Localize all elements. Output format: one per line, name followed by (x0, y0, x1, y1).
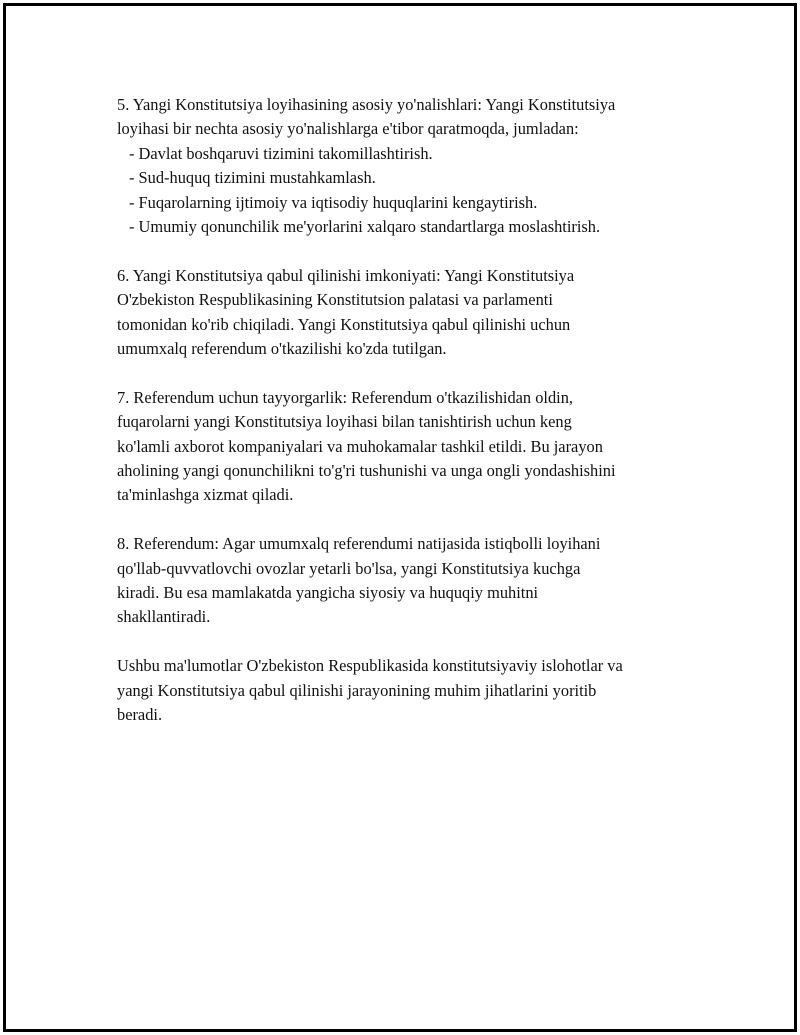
paragraph-line: aholining yangi qonunchilikni to'g'ri tushunishi va unga ongli yondashishini (117, 461, 616, 481)
section-8-paragraph (117, 532, 717, 630)
paragraph-line: O'zbekiston Respublikasining Konstitutsion palatasi va parlamenti (117, 290, 553, 310)
section-5-paragraph (117, 93, 717, 239)
list-item: - Davlat boshqaruvi tizimini takomillashtirish. (129, 143, 433, 163)
document-body (117, 93, 717, 752)
paragraph-line: yangi Konstitutsiya qabul qilinishi jarayonining muhim jihatlarini yoritib (117, 680, 597, 700)
paragraph-line: 8. Referendum: Agar umumxalq referendumi natijasida istiqbolli loyihani (117, 534, 601, 554)
paragraph-line: beradi. (117, 705, 163, 725)
paragraph-line: 5. Yangi Konstitutsiya loyihasining asosiy yo'nalishlari: Yangi Konstitutsiya (117, 95, 616, 114)
paragraph-line: fuqarolarni yangi Konstitutsiya loyihasi bilan tanishtirish uchun keng (117, 412, 572, 432)
paragraph-line: shakllantiradi. (117, 607, 211, 627)
conclusion-paragraph (117, 654, 717, 727)
paragraph-line: umumxalq referendum o'tkazilishi ko'zda tutilgan. (117, 339, 447, 359)
paragraph-line: qo'llab-quvvatlovchi ovozlar yetarli bo'lsa, yangi Konstitutsiya kuchga (117, 558, 581, 578)
paragraph-line: ta'minlashga xizmat qiladi. (117, 485, 294, 505)
paragraph-line: tomonidan ko'rib chiqiladi. Yangi Konstitutsiya qabul qilinishi uchun (117, 314, 571, 334)
paragraph-line: 6. Yangi Konstitutsiya qabul qilinishi imkoniyati: Yangi Konstitutsiya (117, 265, 575, 285)
section-6-paragraph (117, 264, 717, 362)
paragraph-line: ko'lamli axborot kompaniyalari va muhokamalar tashkil etildi. Bu jarayon (117, 436, 603, 456)
list-item: - Fuqarolarning ijtimoiy va iqtisodiy huquqlarini kengaytirish. (129, 192, 538, 212)
paragraph-line: kiradi. Bu esa mamlakatda yangicha siyosiy va huquqiy muhitni (117, 583, 539, 603)
paragraph-line: 7. Referendum uchun tayyorgarlik: Referendum o'tkazilishidan oldin, (117, 387, 574, 407)
paragraph-line: Ushbu ma'lumotlar O'zbekiston Respublikasida konstitutsiyaviy islohotlar va (117, 656, 623, 676)
list-item: - Sud-huquq tizimini mustahkamlash. (129, 168, 376, 188)
list-item: - Umumiy qonunchilik me'yorlarini xalqaro standartlarga moslashtirish. (129, 217, 601, 237)
paragraph-line: loyihasi bir nechta asosiy yo'nalishlarga e'tibor qaratmoqda, jumladan: (117, 119, 579, 139)
section-7-paragraph (117, 386, 717, 508)
